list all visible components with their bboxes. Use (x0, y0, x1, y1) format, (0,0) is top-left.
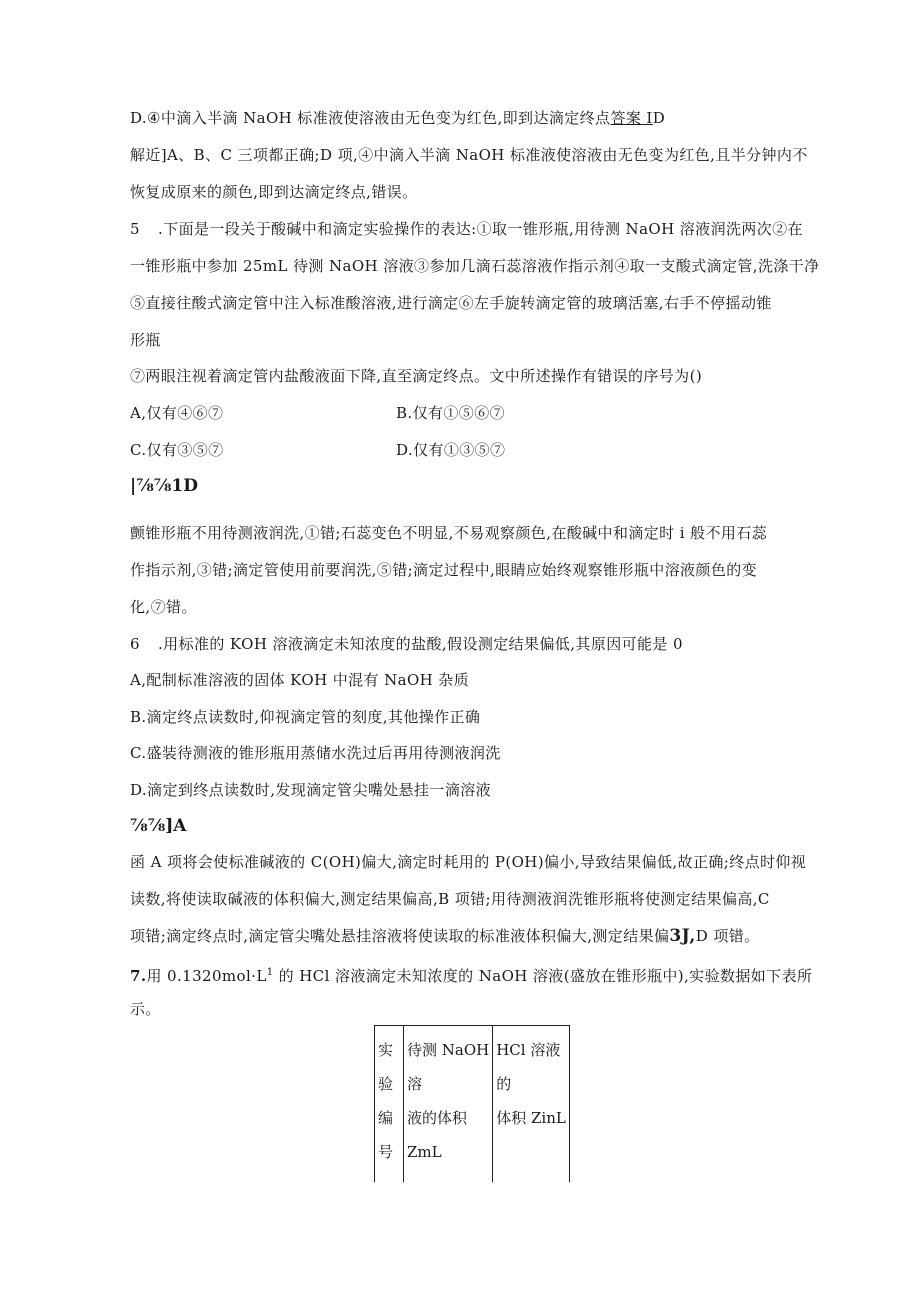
q5-answer-head: |⅞⅞1D (130, 476, 198, 496)
q6-explain-line3-text: 项错;滴定终点时,滴定管尖嘴处悬挂溶液将使读取的标准液体积偏大,测定结果偏 (130, 927, 670, 945)
q6-number: 6 (130, 635, 140, 653)
q6-option-d: D.滴定到终点读数时,发现滴定管尖嘴处悬挂一滴溶液 (130, 781, 492, 799)
q4-option-d-text: D.④中滴入半滴 NaOH 标准液使溶液由无色变为红色,即到达滴定终点 (130, 109, 611, 127)
table-cell-text: 编 (378, 1109, 394, 1127)
table-col-hcl-volume (493, 1026, 570, 1183)
q5-stem-text1: .下面是一段关于酸碱中和滴定实验操作的表达:①取一锥形瓶,用待测 NaOH 溶液润洗两次②在 (158, 220, 803, 238)
q5-explain-line3: 化,⑦错。 (130, 598, 197, 616)
q6-explain-line3 (130, 926, 760, 946)
q5-options-row2 (130, 440, 506, 460)
q7-number: 7. (130, 967, 147, 985)
q6-option-a: A,配制标准溶液的固体 KOH 中混有 NaOH 杂质 (130, 671, 470, 689)
q7-data-table (374, 1025, 570, 1182)
q5-option-b: B.仅有①⑤⑥⑦ (396, 404, 505, 422)
table-cell-text: 实 (378, 1041, 394, 1059)
q7-stem-line1 (130, 963, 812, 986)
q5-stem-line3: ⑤直接往酸式滴定管中注入标准酸溶液,进行滴定⑥左手旋转滴定管的玻璃活塞,右手不停摇动锥 (130, 294, 772, 312)
q4-answer-value: D (652, 109, 666, 127)
q5-number: 5 (130, 220, 140, 238)
q5-stem-line1 (130, 219, 803, 239)
q6-stem (130, 634, 683, 654)
q6-stem-text: .用标准的 KOH 溶液滴定未知浓度的盐酸,假设测定结果偏低,其原因可能是 0 (158, 635, 683, 653)
table-cell-text: 号 (378, 1143, 394, 1161)
q5-option-c: C.仅有③⑤⑦ (130, 441, 224, 459)
table-cell-text: ZmL (407, 1143, 442, 1161)
q7-unit-exponent: 1 (266, 967, 274, 978)
table-cell-text: 液的体积 (407, 1109, 468, 1127)
q4-answer-label: 答案 I (610, 109, 653, 127)
q5-explain-line2: 作指示剂,③错;滴定管使用前要润洗,⑤错;滴定过程中,眼睛应始终观察锥形瓶中溶液颜色的变 (130, 561, 758, 579)
q4-explain-line2: 恢复成原来的颜色,即到达滴定终点,错误。 (130, 183, 418, 201)
table-cell-text: 待测 NaOH (407, 1041, 490, 1059)
table-cell-text: 的 (496, 1075, 512, 1093)
q6-answer-head: ⅞⅞]A (130, 816, 187, 836)
table-col-naoh-volume (404, 1026, 493, 1183)
table-cell-text: 验 (378, 1075, 394, 1093)
table-header-row (375, 1026, 570, 1183)
q7-stem-text1b: 的 HCl 溶液滴定未知浓度的 NaOH 溶液(盛放在锥形瓶中),实验数据如下表所 (273, 967, 813, 985)
q6-explain-line3-ocr: 3J, (669, 926, 696, 946)
table-cell-text: HCl 溶液 (496, 1041, 561, 1059)
q5-explain-line1: 颤锥形瓶不用待测液润洗,①错;石蕊变色不明显,不易观察颜色,在酸碱中和滴定时 i 般不用石蕊 (130, 524, 768, 542)
q5-option-d: D.仅有①③⑤⑦ (396, 441, 506, 459)
q5-options-row1 (130, 403, 505, 423)
table-cell-text: 体积 ZinL (496, 1109, 566, 1127)
q7-stem-text1a: 用 0.1320mol·L (146, 967, 267, 985)
q5-stem-line4: 形瓶 (130, 331, 161, 349)
q7-stem-line2: 示。 (130, 1000, 161, 1018)
q5-option-a: A,仅有④⑥⑦ (130, 404, 224, 422)
q6-option-c: C.盛装待测液的锥形瓶用蒸储水洗过后再用待测液润洗 (130, 744, 501, 762)
table-col-experiment-number (375, 1026, 404, 1183)
q5-stem-line5: ⑦两眼注视着滴定管内盐酸液面下降,直至滴定终点。文中所述操作有错误的序号为() (130, 367, 703, 385)
q6-explain-line1: 函 A 项将会使标准碱液的 C(OH)偏大,滴定时耗用的 P(OH)偏小,导致结果偏低,故正确;终点时仰视 (130, 853, 807, 871)
q6-option-b: B.滴定终点读数时,仰视滴定管的刻度,其他操作正确 (130, 708, 481, 726)
q5-stem-line2: 一锥形瓶中参加 25mL 待测 NaOH 溶液③参加几滴石蕊溶液作指示剂④取一支酸式滴定管,洗涤干净 (130, 257, 820, 275)
q6-explain-line2: 读数,将使读取碱液的体积偏大,测定结果偏高,B 项错;用待测液润洗锥形瓶将使测定结果偏高,C (130, 890, 770, 908)
table-cell-text: 溶 (407, 1075, 423, 1093)
q4-option-d (130, 108, 665, 128)
q6-explain-line3-end: D 项错。 (695, 927, 760, 945)
q4-explain-line1: 解近]A、B、C 三项都正确;D 项,④中滴入半滴 NaOH 标准液使溶液由无色变为红色,且半分钟内不 (130, 146, 808, 164)
